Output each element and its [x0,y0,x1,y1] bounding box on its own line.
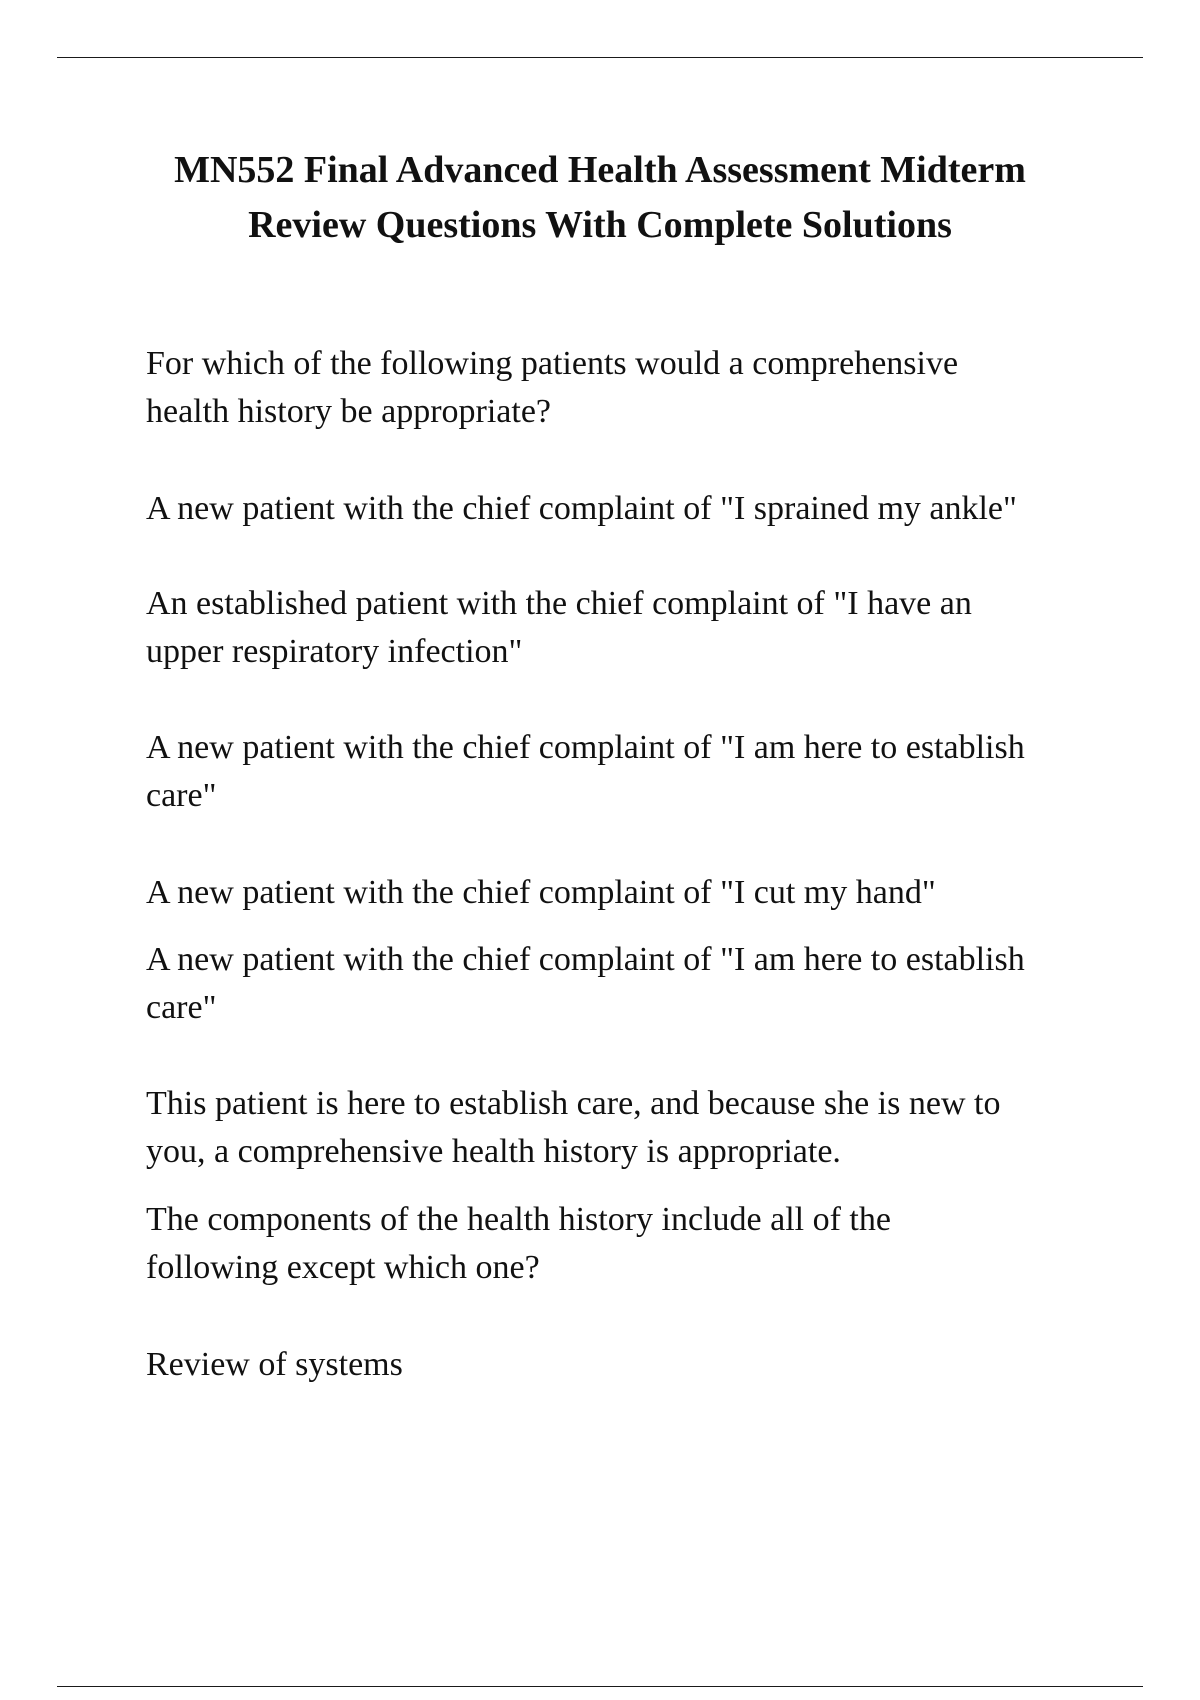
question-1 [146,340,1106,436]
title-line-1: MN552 Final Advanced Health Assessment Midterm [174,149,1026,191]
question-1-line-2: health history be appropriate? [146,393,552,430]
question-2 [146,1196,1106,1292]
title-line-2: Review Questions With Complete Solutions [248,204,952,246]
question-1-line-1: For which of the following patients would a comprehensive [146,345,959,382]
option-upper-respiratory-line-2: upper respiratory infection" [146,633,523,670]
answer-2-text: Review of systems [146,1346,403,1383]
question-2-line-2: following except which one? [146,1249,540,1286]
answer-1 [146,936,1106,1032]
option-establish-care-line-1: A new patient with the chief complaint of "I am here to establish [146,729,1025,766]
option-cut-hand-text: A new patient with the chief complaint of "I cut my hand" [146,874,936,911]
answer-2 [146,1341,1106,1389]
option-establish-care-line-2: care" [146,777,217,814]
option-upper-respiratory [146,580,1106,676]
option-establish-care [146,724,1106,820]
rationale-1 [146,1080,1106,1176]
top-divider [57,57,1143,58]
document-title [100,143,1100,253]
option-upper-respiratory-line-1: An established patient with the chief complaint of "I have an [146,585,972,622]
answer-1-line-2: care" [146,989,217,1026]
option-sprained-ankle [146,485,1106,533]
rationale-1-line-1: This patient is here to establish care, and because she is new to [146,1085,1001,1122]
bottom-divider [57,1686,1143,1687]
question-2-line-1: The components of the health history include all of the [146,1201,891,1238]
option-sprained-ankle-text: A new patient with the chief complaint of "I sprained my ankle" [146,490,1017,527]
rationale-1-line-2: you, a comprehensive health history is appropriate. [146,1133,841,1170]
answer-1-line-1: A new patient with the chief complaint of "I am here to establish [146,941,1025,978]
option-cut-hand [146,869,1106,917]
